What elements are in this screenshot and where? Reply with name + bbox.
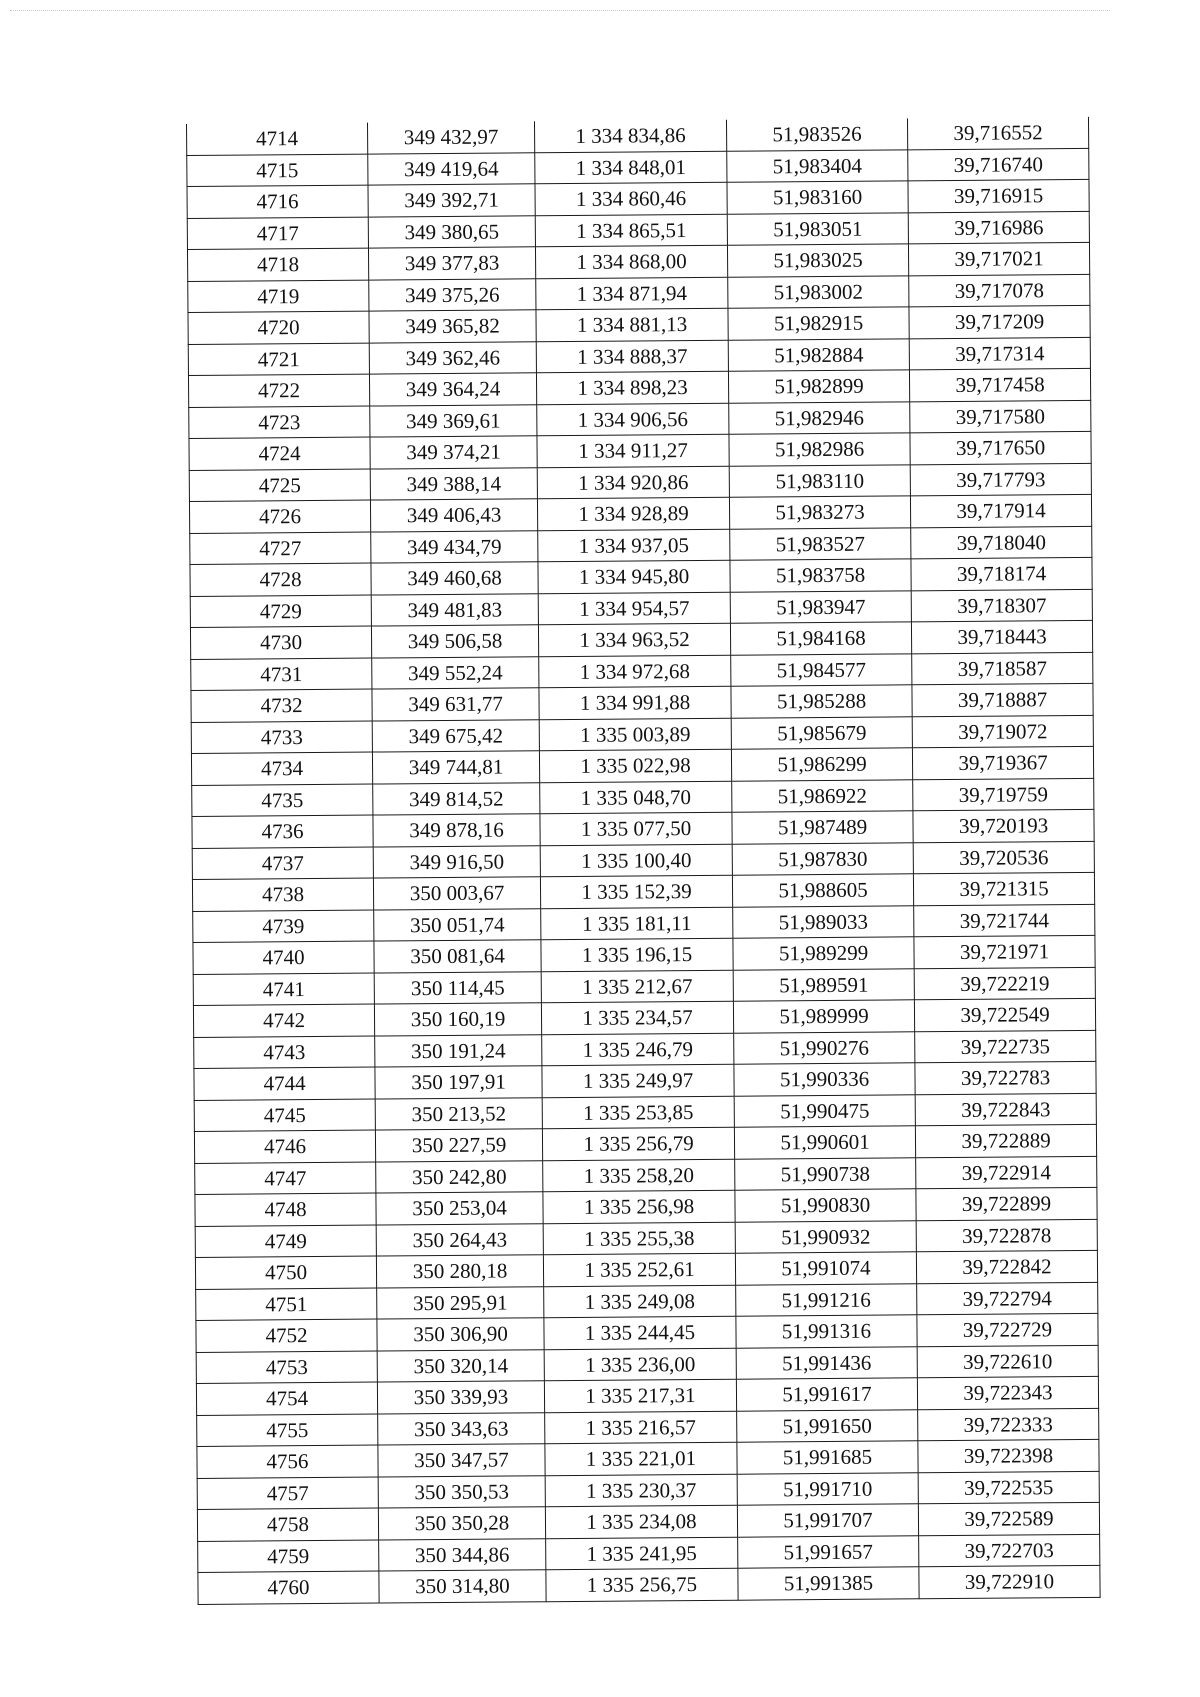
latitude-cell: 51,982884	[728, 338, 909, 371]
point-number-cell: 4743	[194, 1036, 375, 1069]
x-coordinate-cell: 349 434,79	[371, 530, 538, 563]
latitude-cell: 51,982986	[729, 433, 910, 466]
point-number-cell: 4749	[195, 1225, 376, 1258]
latitude-cell: 51,990336	[734, 1063, 915, 1096]
y-coordinate-cell: 1 335 212,67	[541, 970, 733, 1003]
longitude-cell: 39,720193	[913, 809, 1094, 842]
y-coordinate-cell: 1 335 236,00	[544, 1348, 736, 1381]
latitude-cell: 51,991216	[736, 1283, 917, 1316]
x-coordinate-cell: 350 320,14	[377, 1349, 544, 1382]
latitude-cell: 51,990738	[735, 1157, 916, 1190]
latitude-cell: 51,990276	[734, 1031, 915, 1064]
longitude-cell: 39,721744	[914, 904, 1095, 937]
longitude-cell: 39,717209	[909, 305, 1090, 338]
point-number-cell: 4759	[198, 1540, 379, 1573]
y-coordinate-cell: 1 335 253,85	[542, 1096, 734, 1129]
point-number-cell: 4728	[190, 563, 371, 596]
latitude-cell: 51,990475	[734, 1094, 915, 1127]
point-number-cell: 4718	[187, 248, 368, 281]
longitude-cell: 39,722843	[915, 1093, 1096, 1126]
point-number-cell: 4733	[191, 721, 372, 754]
longitude-cell: 39,722910	[919, 1565, 1100, 1598]
x-coordinate-cell: 349 481,83	[371, 593, 538, 626]
latitude-cell: 51,989033	[733, 905, 914, 938]
latitude-cell: 51,982899	[728, 370, 909, 403]
latitude-cell: 51,990932	[735, 1220, 916, 1253]
latitude-cell: 51,983758	[730, 559, 911, 592]
point-number-cell: 4741	[193, 973, 374, 1006]
point-number-cell: 4747	[195, 1162, 376, 1195]
latitude-cell: 51,990601	[734, 1126, 915, 1159]
y-coordinate-cell: 1 335 256,98	[543, 1190, 735, 1223]
y-coordinate-cell: 1 334 868,00	[535, 245, 727, 278]
longitude-cell: 39,721971	[914, 935, 1095, 968]
point-number-cell: 4727	[190, 532, 371, 565]
latitude-cell: 51,984168	[730, 622, 911, 655]
x-coordinate-cell: 350 339,93	[377, 1381, 544, 1414]
latitude-cell: 51,982915	[728, 307, 909, 340]
y-coordinate-cell: 1 334 865,51	[535, 214, 727, 247]
x-coordinate-cell: 350 314,80	[379, 1570, 546, 1603]
x-coordinate-cell: 350 197,91	[375, 1066, 542, 1099]
point-number-cell: 4732	[191, 689, 372, 722]
point-number-cell: 4758	[197, 1508, 378, 1541]
longitude-cell: 39,722219	[914, 967, 1095, 1000]
point-number-cell: 4725	[189, 469, 370, 502]
y-coordinate-cell: 1 334 963,52	[538, 623, 730, 656]
longitude-cell: 39,722610	[917, 1345, 1098, 1378]
y-coordinate-cell: 1 334 898,23	[536, 371, 728, 404]
point-number-cell: 4723	[189, 406, 370, 439]
longitude-cell: 39,716986	[908, 211, 1089, 244]
latitude-cell: 51,989591	[733, 968, 914, 1001]
longitude-cell: 39,722735	[915, 1030, 1096, 1063]
latitude-cell: 51,982946	[729, 401, 910, 434]
table-row	[198, 1565, 1100, 1604]
latitude-cell: 51,991385	[738, 1567, 919, 1600]
point-number-cell: 4716	[187, 185, 368, 218]
y-coordinate-cell: 1 334 888,37	[536, 340, 728, 373]
x-coordinate-cell: 349 377,83	[368, 247, 535, 280]
longitude-cell: 39,722343	[917, 1376, 1098, 1409]
latitude-cell: 51,985679	[731, 716, 912, 749]
longitude-cell: 39,716915	[908, 179, 1089, 212]
point-number-cell: 4736	[192, 815, 373, 848]
latitude-cell: 51,983110	[729, 464, 910, 497]
longitude-cell: 39,718587	[912, 652, 1093, 685]
point-number-cell: 4729	[190, 595, 371, 628]
point-number-cell: 4726	[189, 500, 370, 533]
point-number-cell: 4744	[194, 1067, 375, 1100]
latitude-cell: 51,989299	[733, 937, 914, 970]
x-coordinate-cell: 349 460,68	[371, 562, 538, 595]
x-coordinate-cell: 350 253,04	[376, 1192, 543, 1225]
y-coordinate-cell: 1 334 881,13	[536, 308, 728, 341]
y-coordinate-cell: 1 335 196,15	[541, 938, 733, 971]
x-coordinate-cell: 350 344,86	[379, 1538, 546, 1571]
y-coordinate-cell: 1 335 217,31	[544, 1379, 736, 1412]
longitude-cell: 39,722914	[916, 1156, 1097, 1189]
y-coordinate-cell: 1 334 834,86	[534, 120, 726, 153]
y-coordinate-cell: 1 334 945,80	[538, 560, 730, 593]
x-coordinate-cell: 350 343,63	[378, 1412, 545, 1445]
x-coordinate-cell: 349 506,58	[371, 625, 538, 658]
point-number-cell: 4755	[197, 1414, 378, 1447]
x-coordinate-cell: 350 051,74	[374, 908, 541, 941]
y-coordinate-cell: 1 335 048,70	[540, 781, 732, 814]
x-coordinate-cell: 349 362,46	[369, 341, 536, 374]
latitude-cell: 51,983002	[728, 275, 909, 308]
x-coordinate-cell: 350 191,24	[375, 1034, 542, 1067]
point-number-cell: 4750	[195, 1256, 376, 1289]
x-coordinate-cell: 350 350,53	[378, 1475, 545, 1508]
point-number-cell: 4734	[191, 752, 372, 785]
longitude-cell: 39,722535	[918, 1471, 1099, 1504]
y-coordinate-cell: 1 334 871,94	[536, 277, 728, 310]
point-number-cell: 4756	[197, 1445, 378, 1478]
point-number-cell: 4717	[187, 217, 368, 250]
x-coordinate-cell: 349 374,21	[370, 436, 537, 469]
point-number-cell: 4724	[189, 437, 370, 470]
x-coordinate-cell: 349 814,52	[373, 782, 540, 815]
latitude-cell: 51,991707	[737, 1504, 918, 1537]
y-coordinate-cell: 1 335 234,57	[541, 1001, 733, 1034]
x-coordinate-cell: 350 160,19	[374, 1003, 541, 1036]
point-number-cell: 4760	[198, 1571, 379, 1604]
longitude-cell: 39,721315	[913, 872, 1094, 905]
longitude-cell: 39,717314	[909, 337, 1090, 370]
latitude-cell: 51,984577	[731, 653, 912, 686]
y-coordinate-cell: 1 334 860,46	[535, 182, 727, 215]
x-coordinate-cell: 350 081,64	[374, 940, 541, 973]
y-coordinate-cell: 1 335 249,08	[544, 1285, 736, 1318]
x-coordinate-cell: 349 380,65	[368, 215, 535, 248]
scan-edge-line	[10, 10, 1110, 11]
longitude-cell: 39,722794	[917, 1282, 1098, 1315]
latitude-cell: 51,991617	[736, 1378, 917, 1411]
point-number-cell: 4754	[196, 1382, 377, 1415]
longitude-cell: 39,722703	[919, 1534, 1100, 1567]
coordinates-table-container	[186, 117, 1100, 1605]
latitude-cell: 51,987489	[732, 811, 913, 844]
y-coordinate-cell: 1 334 920,86	[537, 466, 729, 499]
point-number-cell: 4722	[188, 374, 369, 407]
x-coordinate-cell: 349 744,81	[372, 751, 539, 784]
longitude-cell: 39,718887	[912, 683, 1093, 716]
latitude-cell: 51,989999	[733, 1000, 914, 1033]
y-coordinate-cell: 1 335 256,79	[542, 1127, 734, 1160]
y-coordinate-cell: 1 335 152,39	[540, 875, 732, 908]
x-coordinate-cell: 350 306,90	[377, 1318, 544, 1351]
latitude-cell: 51,991657	[738, 1535, 919, 1568]
latitude-cell: 51,983160	[727, 181, 908, 214]
y-coordinate-cell: 1 334 928,89	[537, 497, 729, 530]
point-number-cell: 4746	[194, 1130, 375, 1163]
longitude-cell: 39,719759	[913, 778, 1094, 811]
point-number-cell: 4715	[187, 154, 368, 187]
point-number-cell: 4719	[188, 280, 369, 313]
x-coordinate-cell: 349 365,82	[369, 310, 536, 343]
y-coordinate-cell: 1 335 230,37	[545, 1474, 737, 1507]
longitude-cell: 39,722729	[917, 1313, 1098, 1346]
y-coordinate-cell: 1 334 911,27	[537, 434, 729, 467]
point-number-cell: 4730	[190, 626, 371, 659]
x-coordinate-cell: 349 552,24	[372, 656, 539, 689]
latitude-cell: 51,985288	[731, 685, 912, 718]
point-number-cell: 4720	[188, 311, 369, 344]
longitude-cell: 39,722899	[916, 1187, 1097, 1220]
y-coordinate-cell: 1 335 244,45	[544, 1316, 736, 1349]
y-coordinate-cell: 1 334 937,05	[538, 529, 730, 562]
x-coordinate-cell: 349 375,26	[369, 278, 536, 311]
longitude-cell: 39,717078	[909, 274, 1090, 307]
longitude-cell: 39,717650	[910, 431, 1091, 464]
point-number-cell: 4738	[192, 878, 373, 911]
x-coordinate-cell: 350 295,91	[377, 1286, 544, 1319]
y-coordinate-cell: 1 335 258,20	[543, 1159, 735, 1192]
point-number-cell: 4742	[193, 1004, 374, 1037]
longitude-cell: 39,716552	[907, 117, 1088, 149]
latitude-cell: 51,983527	[730, 527, 911, 560]
x-coordinate-cell: 350 264,43	[376, 1223, 543, 1256]
latitude-cell: 51,991316	[736, 1315, 917, 1348]
latitude-cell: 51,983404	[727, 149, 908, 182]
longitude-cell: 39,717458	[909, 368, 1090, 401]
y-coordinate-cell: 1 335 077,50	[540, 812, 732, 845]
latitude-cell: 51,990830	[735, 1189, 916, 1222]
longitude-cell: 39,717021	[908, 242, 1089, 275]
x-coordinate-cell: 349 432,97	[367, 121, 534, 153]
latitude-cell: 51,983273	[729, 496, 910, 529]
point-number-cell: 4737	[192, 847, 373, 880]
longitude-cell: 39,718307	[911, 589, 1092, 622]
x-coordinate-cell: 349 631,77	[372, 688, 539, 721]
x-coordinate-cell: 350 350,28	[378, 1507, 545, 1540]
longitude-cell: 39,722842	[916, 1250, 1097, 1283]
longitude-cell: 39,722398	[918, 1439, 1099, 1472]
latitude-cell: 51,983526	[726, 118, 907, 150]
table-body	[186, 117, 1100, 1604]
y-coordinate-cell: 1 335 256,75	[546, 1568, 738, 1601]
point-number-cell: 4721	[188, 343, 369, 376]
point-number-cell: 4731	[191, 658, 372, 691]
longitude-cell: 39,722878	[916, 1219, 1097, 1252]
x-coordinate-cell: 350 227,59	[375, 1129, 542, 1162]
x-coordinate-cell: 349 406,43	[370, 499, 537, 532]
point-number-cell: 4753	[196, 1351, 377, 1384]
y-coordinate-cell: 1 334 954,57	[538, 592, 730, 625]
longitude-cell: 39,722589	[918, 1502, 1099, 1535]
y-coordinate-cell: 1 335 255,38	[543, 1222, 735, 1255]
point-number-cell: 4757	[197, 1477, 378, 1510]
y-coordinate-cell: 1 335 234,08	[545, 1505, 737, 1538]
longitude-cell: 39,719367	[912, 746, 1093, 779]
x-coordinate-cell: 350 347,57	[378, 1444, 545, 1477]
x-coordinate-cell: 349 364,24	[369, 373, 536, 406]
point-number-cell: 4739	[193, 910, 374, 943]
point-number-cell: 4740	[193, 941, 374, 974]
longitude-cell: 39,722889	[915, 1124, 1096, 1157]
longitude-cell: 39,722333	[918, 1408, 1099, 1441]
point-number-cell: 4735	[192, 784, 373, 817]
y-coordinate-cell: 1 334 991,88	[539, 686, 731, 719]
longitude-cell: 39,718040	[911, 526, 1092, 559]
latitude-cell: 51,983051	[727, 212, 908, 245]
longitude-cell: 39,718443	[911, 620, 1092, 653]
y-coordinate-cell: 1 335 181,11	[541, 907, 733, 940]
y-coordinate-cell: 1 335 022,98	[539, 749, 731, 782]
x-coordinate-cell: 349 392,71	[368, 184, 535, 217]
longitude-cell: 39,722783	[915, 1061, 1096, 1094]
latitude-cell: 51,983947	[730, 590, 911, 623]
latitude-cell: 51,986922	[732, 779, 913, 812]
x-coordinate-cell: 350 114,45	[374, 971, 541, 1004]
y-coordinate-cell: 1 335 003,89	[539, 718, 731, 751]
y-coordinate-cell: 1 334 848,01	[535, 151, 727, 184]
x-coordinate-cell: 349 916,50	[373, 845, 540, 878]
point-number-cell: 4748	[195, 1193, 376, 1226]
y-coordinate-cell: 1 334 972,68	[539, 655, 731, 688]
longitude-cell: 39,718174	[911, 557, 1092, 590]
longitude-cell: 39,716740	[908, 148, 1089, 181]
longitude-cell: 39,717914	[910, 494, 1091, 527]
x-coordinate-cell: 349 878,16	[373, 814, 540, 847]
latitude-cell: 51,991685	[737, 1441, 918, 1474]
y-coordinate-cell: 1 335 241,95	[546, 1537, 738, 1570]
x-coordinate-cell: 350 280,18	[376, 1255, 543, 1288]
latitude-cell: 51,988605	[732, 874, 913, 907]
point-number-cell: 4714	[186, 123, 367, 155]
x-coordinate-cell: 349 369,61	[370, 404, 537, 437]
latitude-cell: 51,983025	[727, 244, 908, 277]
x-coordinate-cell: 350 003,67	[373, 877, 540, 910]
point-number-cell: 4751	[196, 1288, 377, 1321]
x-coordinate-cell: 349 388,14	[370, 467, 537, 500]
y-coordinate-cell: 1 335 252,61	[543, 1253, 735, 1286]
longitude-cell: 39,719072	[912, 715, 1093, 748]
longitude-cell: 39,720536	[913, 841, 1094, 874]
point-number-cell: 4745	[194, 1099, 375, 1132]
latitude-cell: 51,991650	[737, 1409, 918, 1442]
latitude-cell: 51,991710	[737, 1472, 918, 1505]
y-coordinate-cell: 1 335 249,97	[542, 1064, 734, 1097]
longitude-cell: 39,717793	[910, 463, 1091, 496]
longitude-cell: 39,722549	[914, 998, 1095, 1031]
latitude-cell: 51,991436	[736, 1346, 917, 1379]
y-coordinate-cell: 1 335 221,01	[545, 1442, 737, 1475]
point-number-cell: 4752	[196, 1319, 377, 1352]
latitude-cell: 51,987830	[732, 842, 913, 875]
x-coordinate-cell: 349 675,42	[372, 719, 539, 752]
y-coordinate-cell: 1 335 246,79	[542, 1033, 734, 1066]
y-coordinate-cell: 1 335 100,40	[540, 844, 732, 877]
latitude-cell: 51,991074	[735, 1252, 916, 1285]
x-coordinate-cell: 349 419,64	[368, 152, 535, 185]
y-coordinate-cell: 1 334 906,56	[537, 403, 729, 436]
longitude-cell: 39,717580	[910, 400, 1091, 433]
y-coordinate-cell: 1 335 216,57	[545, 1411, 737, 1444]
coordinates-table	[186, 117, 1101, 1605]
x-coordinate-cell: 350 242,80	[376, 1160, 543, 1193]
latitude-cell: 51,986299	[731, 748, 912, 781]
x-coordinate-cell: 350 213,52	[375, 1097, 542, 1130]
